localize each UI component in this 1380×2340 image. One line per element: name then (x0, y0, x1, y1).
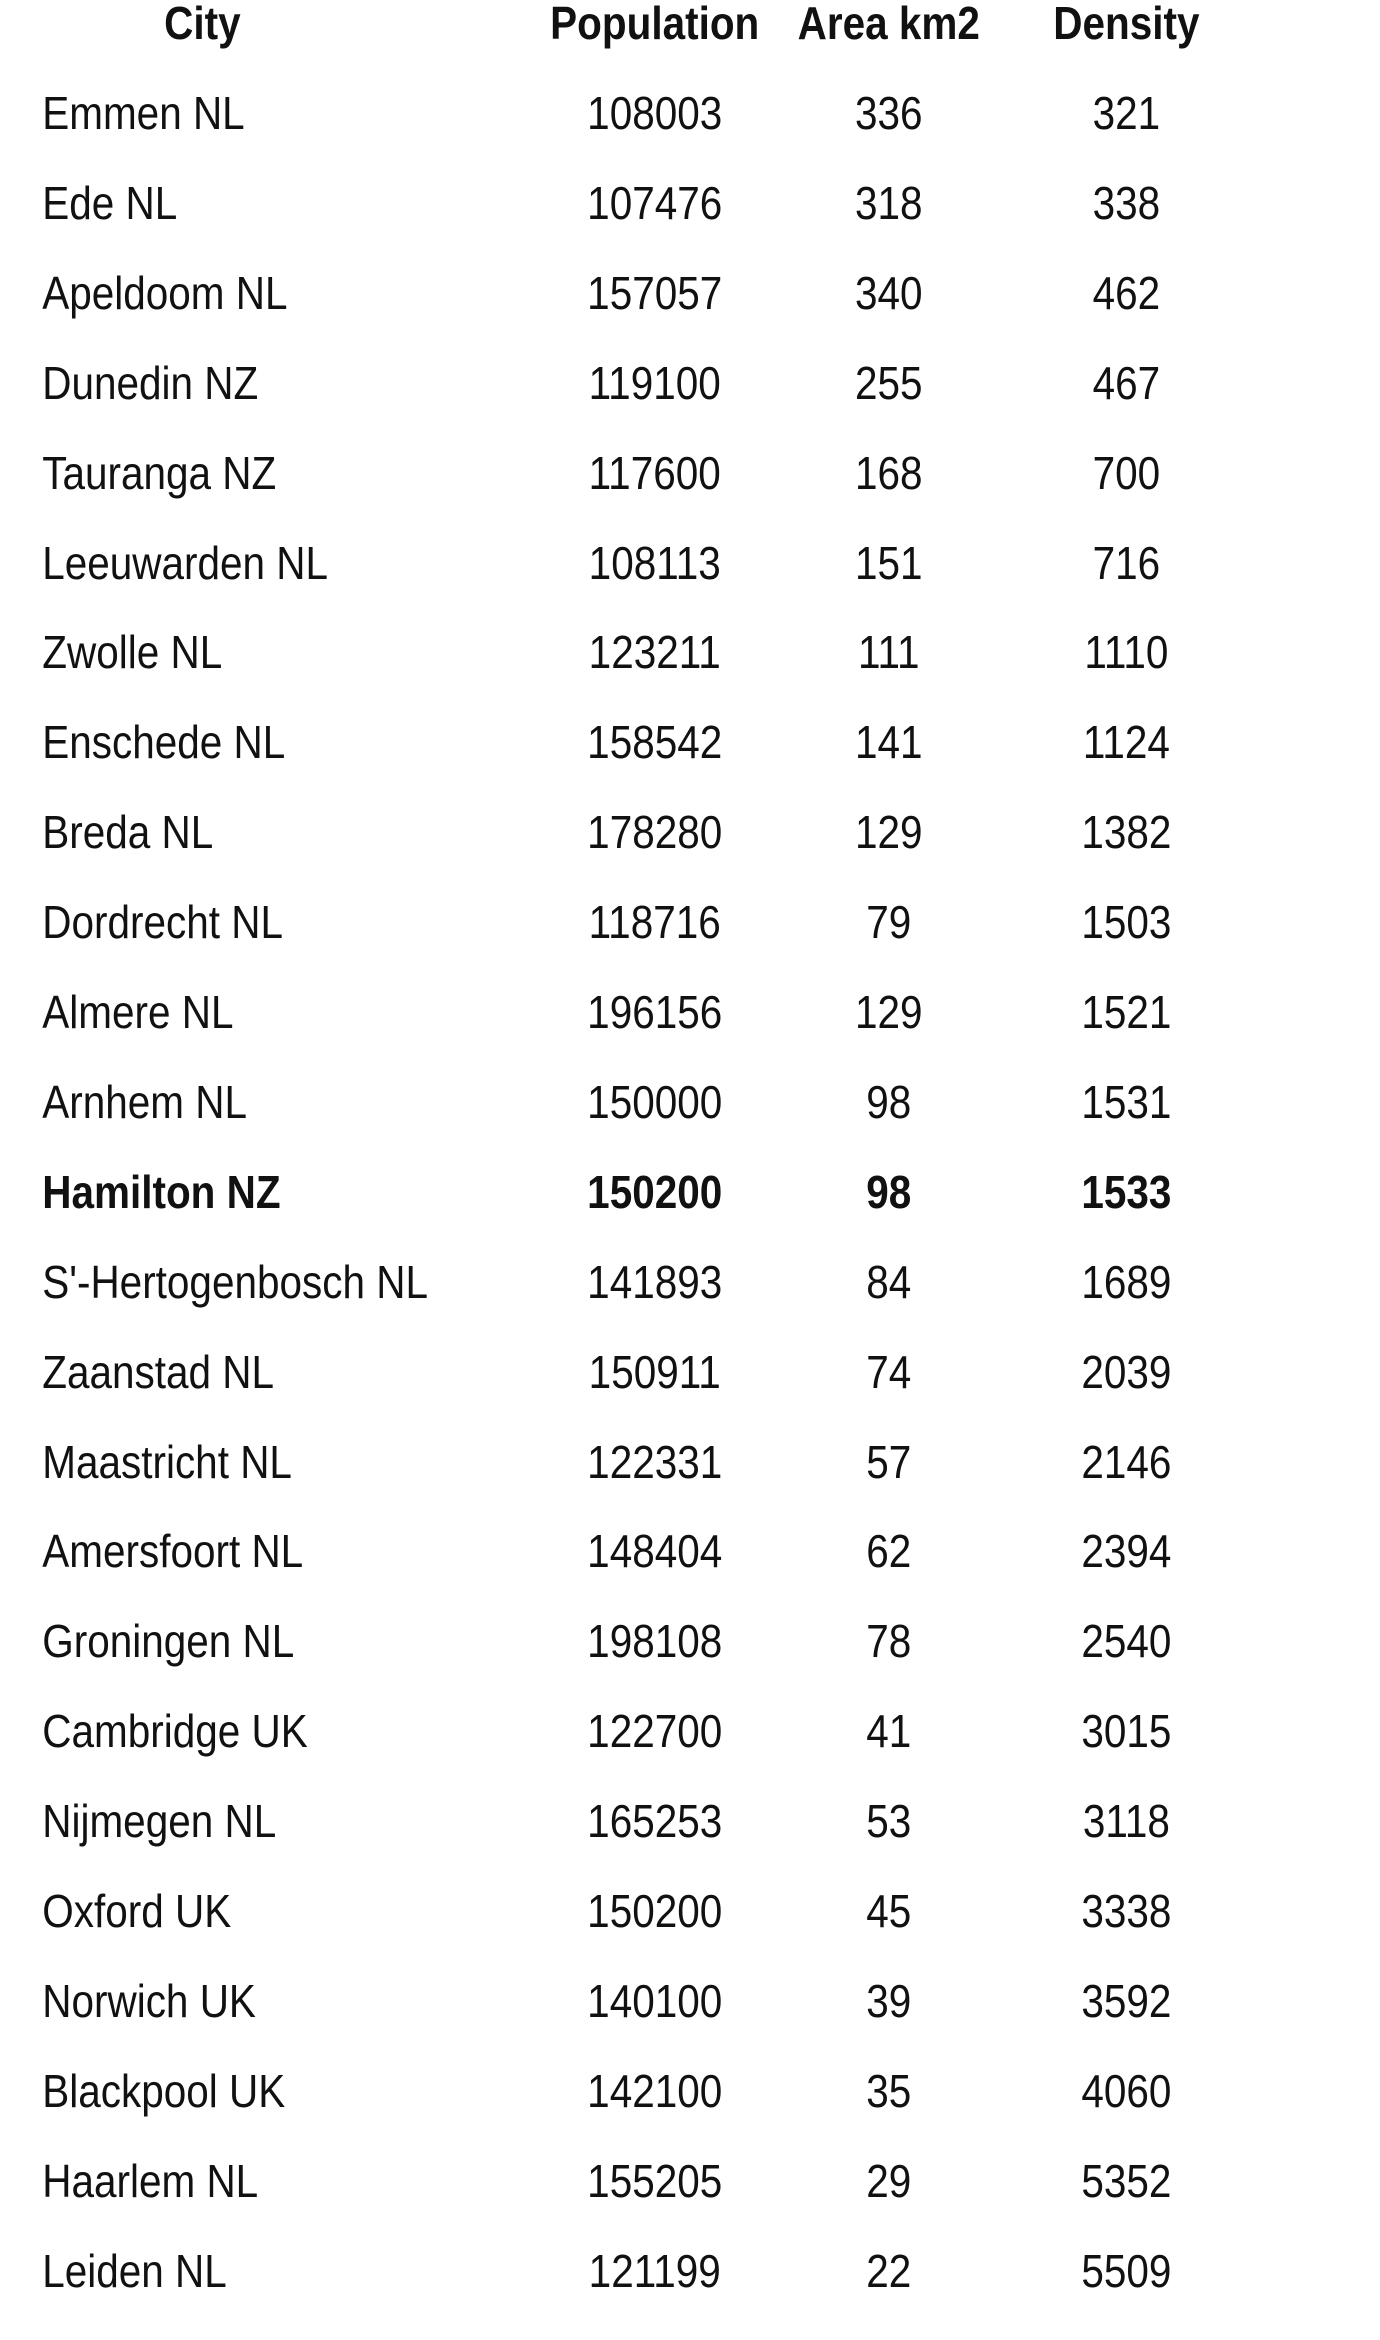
city-cell: Arnhem NL (42, 1075, 247, 1128)
city-cell: Maastricht NL (42, 1435, 292, 1488)
area-cell: 151 (855, 536, 923, 589)
area-cell: 62 (866, 1525, 912, 1578)
city-cell: S'-Hertogenbosch NL (42, 1255, 428, 1308)
city-cell: Norwich UK (42, 1974, 256, 2027)
area-cell: 22 (866, 2244, 912, 2297)
table-row (0, 626, 1214, 719)
area-cell: 98 (866, 1075, 912, 1128)
table-row (0, 2244, 1214, 2338)
area-cell: 41 (866, 1705, 912, 1758)
population-cell: 148404 (587, 1525, 723, 1578)
table-row (0, 536, 1214, 630)
area-cell: 141 (855, 716, 923, 769)
density-cell: 1689 (1081, 1255, 1172, 1308)
density-cell: 5509 (1081, 2244, 1172, 2297)
area-cell: 45 (866, 1885, 912, 1937)
city-cell: Cambridge UK (42, 1705, 308, 1758)
population-cell: 118716 (588, 896, 721, 949)
population-cell: 141893 (587, 1255, 723, 1308)
population-cell: 178280 (587, 806, 723, 859)
density-cell: 2039 (1081, 1345, 1172, 1398)
density-cell: 2394 (1081, 1525, 1172, 1578)
area-cell: 318 (855, 176, 923, 229)
table-row (0, 2154, 1214, 2248)
population-cell: 150911 (588, 1345, 721, 1398)
city-cell: Oxford UK (42, 1885, 232, 1937)
table-row (0, 1165, 1214, 1259)
table-row (0, 896, 1214, 989)
table-row (0, 716, 1214, 809)
table-row (0, 1885, 1214, 1978)
table-row (0, 1525, 1214, 1618)
area-cell: 255 (855, 356, 923, 409)
population-cell: 198108 (587, 1615, 723, 1668)
population-cell: 123211 (588, 626, 721, 679)
area-cell: 168 (855, 446, 923, 499)
population-cell: 150200 (587, 1885, 723, 1937)
population-cell: 155205 (587, 2154, 723, 2207)
area-cell: 78 (866, 1615, 912, 1668)
table-row (0, 87, 1214, 180)
density-cell: 467 (1092, 356, 1161, 409)
population-cell: 150200 (587, 1165, 723, 1218)
city-cell: Hamilton NZ (42, 1165, 281, 1218)
table-row (0, 1974, 1214, 2068)
area-cell: 74 (866, 1345, 912, 1398)
density-cell: 700 (1092, 446, 1161, 499)
table-row (0, 1435, 1214, 1529)
table-row (0, 806, 1214, 899)
city-cell: Enschede NL (42, 716, 286, 769)
table-row (0, 2064, 1214, 2158)
area-cell: 29 (866, 2154, 912, 2207)
city-cell: Emmen NL (42, 87, 245, 139)
density-cell: 1531 (1081, 1075, 1172, 1128)
table-row (0, 446, 1214, 540)
city-cell: Ede NL (42, 176, 178, 229)
population-cell: 196156 (587, 986, 723, 1038)
city-cell: Dunedin NZ (42, 356, 259, 409)
population-cell: 122331 (587, 1435, 723, 1488)
population-cell: 150000 (587, 1075, 723, 1128)
density-cell: 5352 (1081, 2154, 1172, 2207)
city-cell: Apeldoom NL (42, 266, 288, 319)
table-row (0, 1075, 1214, 1169)
city-cell: Zwolle NL (42, 626, 223, 679)
table-row (0, 1615, 1214, 1708)
population-cell: 117600 (588, 446, 721, 499)
table-row (0, 176, 1214, 270)
city-cell: Haarlem NL (42, 2154, 259, 2207)
city-cell: Blackpool UK (42, 2064, 286, 2117)
population-cell: 108003 (587, 87, 723, 139)
population-cell: 121199 (588, 2244, 721, 2297)
table-row (0, 986, 1214, 1079)
table-row (0, 1795, 1214, 1888)
city-cell: Leiden NL (42, 2244, 227, 2297)
density-cell: 716 (1092, 536, 1161, 589)
header-area: Area km2 (797, 0, 980, 49)
density-cell: 1110 (1084, 626, 1169, 679)
header-city: City (164, 0, 241, 49)
area-cell: 336 (855, 87, 923, 139)
population-cell: 119100 (588, 356, 721, 409)
population-cell: 165253 (587, 1795, 723, 1848)
density-cell: 3592 (1081, 1974, 1172, 2027)
table-row (0, 1345, 1214, 1439)
density-cell: 2540 (1081, 1615, 1172, 1668)
table-row (0, 1705, 1214, 1798)
population-cell: 107476 (587, 176, 723, 229)
area-cell: 84 (866, 1255, 912, 1308)
city-cell: Dordrecht NL (42, 896, 283, 949)
table-row (0, 1255, 1214, 1349)
area-cell: 35 (866, 2064, 912, 2117)
density-cell: 3015 (1081, 1705, 1172, 1758)
city-cell: Leeuwarden NL (42, 536, 329, 589)
density-cell: 1382 (1081, 806, 1172, 859)
area-cell: 57 (866, 1435, 912, 1488)
header-density: Density (1053, 0, 1200, 49)
density-cell: 338 (1092, 176, 1161, 229)
density-cell: 2146 (1081, 1435, 1172, 1488)
density-cell: 321 (1092, 87, 1161, 139)
city-cell: Breda NL (42, 806, 214, 859)
header-population: Population (550, 0, 760, 49)
area-cell: 39 (866, 1974, 912, 2027)
population-cell: 122700 (587, 1705, 723, 1758)
population-cell: 140100 (587, 1974, 723, 2027)
area-cell: 129 (855, 806, 923, 859)
density-cell: 4060 (1081, 2064, 1172, 2117)
density-cell: 462 (1092, 266, 1161, 319)
density-cell: 3338 (1081, 1885, 1172, 1937)
population-cell: 158542 (587, 716, 723, 769)
area-cell: 98 (866, 1165, 912, 1218)
area-cell: 129 (855, 986, 923, 1038)
city-cell: Tauranga NZ (42, 446, 277, 499)
area-cell: 79 (866, 896, 912, 949)
area-cell: 111 (858, 626, 920, 679)
population-cell: 157057 (587, 266, 723, 319)
city-cell: Groningen NL (42, 1615, 295, 1668)
table-row (0, 266, 1214, 360)
city-cell: Amersfoort NL (42, 1525, 304, 1578)
population-cell: 142100 (587, 2064, 723, 2117)
population-cell: 108113 (588, 536, 721, 589)
area-cell: 53 (866, 1795, 912, 1848)
density-cell: 1503 (1081, 896, 1172, 949)
city-cell: Nijmegen NL (42, 1795, 277, 1848)
density-cell: 1521 (1081, 986, 1172, 1038)
table-row (0, 356, 1214, 450)
table-header-row (0, 0, 1214, 90)
area-cell: 340 (855, 266, 923, 319)
density-cell: 3118 (1082, 1795, 1170, 1848)
density-cell: 1124 (1082, 716, 1170, 769)
city-cell: Zaanstad NL (42, 1345, 275, 1398)
density-cell: 1533 (1081, 1165, 1172, 1218)
city-cell: Almere NL (42, 986, 234, 1038)
